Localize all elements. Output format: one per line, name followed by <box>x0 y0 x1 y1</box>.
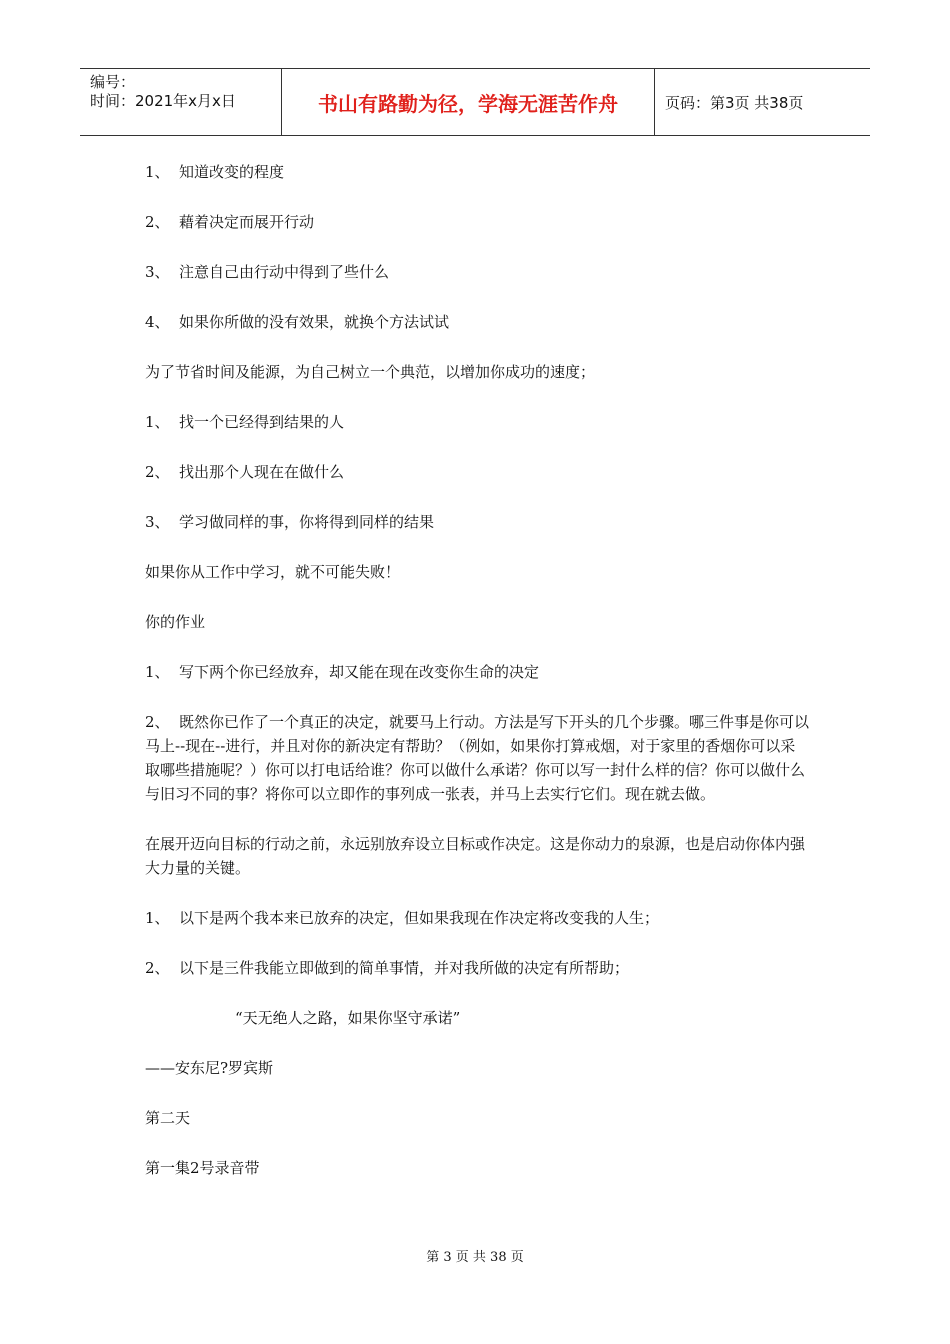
paragraph <box>145 906 810 930</box>
paragraph <box>145 510 810 534</box>
section-heading: 你的作业 <box>145 613 206 631</box>
list-number: 1、 <box>145 909 170 927</box>
list-number: 1、 <box>145 163 170 181</box>
paragraph <box>145 260 810 284</box>
document-body <box>145 160 810 1206</box>
list-number: 3、 <box>145 513 170 531</box>
paragraph-text: 藉着决定而展开行动 <box>179 213 315 231</box>
paragraph: 在展开迈向目标的行动之前，永远别放弃设立目标或作决定。这是你动力的泉源，也是启动你体内强大力量的关键。 <box>145 835 806 877</box>
paragraph-text: 注意自己由行动中得到了些什么 <box>179 263 390 281</box>
header-motto-cell <box>282 69 655 135</box>
paragraph-text: 以下是两个我本来已放弃的决定，但如果我现在作决定将改变我的人生； <box>179 909 660 927</box>
list-number: 2、 <box>145 959 170 977</box>
list-number: 2、 <box>145 213 170 231</box>
header-page-info: 页码：第3页 共38页 <box>665 93 804 112</box>
list-number: 1、 <box>145 663 170 681</box>
day-heading: 第二天 <box>145 1109 191 1127</box>
page-header <box>80 68 870 136</box>
paragraph-text: 学习做同样的事，你将得到同样的结果 <box>179 513 435 531</box>
paragraph-text: 如果你所做的没有效果，就换个方法试试 <box>179 313 450 331</box>
paragraph-text: 知道改变的程度 <box>179 163 285 181</box>
paragraph <box>145 710 810 806</box>
code-label: 编号： <box>90 73 136 91</box>
list-number: 3、 <box>145 263 170 281</box>
paragraph <box>145 310 810 334</box>
quote: “天无绝人之路，如果你坚守承诺” <box>235 1009 461 1027</box>
paragraph <box>145 660 810 684</box>
list-number: 2、 <box>145 713 170 731</box>
paragraph: 如果你从工作中学习，就不可能失败！ <box>145 563 401 581</box>
attribution: ——安东尼?罗宾斯 <box>145 1059 274 1077</box>
paragraph-text: 找出那个人现在在做什么 <box>179 463 345 481</box>
paragraph <box>145 160 810 184</box>
paragraph <box>145 956 810 980</box>
paragraph <box>145 460 810 484</box>
paragraph <box>145 410 810 434</box>
list-number: 4、 <box>145 313 170 331</box>
list-number: 1、 <box>145 413 170 431</box>
paragraph-text: 写下两个你已经放弃，却又能在现在改变你生命的决定 <box>179 663 540 681</box>
paragraph <box>145 210 810 234</box>
paragraph-text: 找一个已经得到结果的人 <box>179 413 345 431</box>
list-number: 2、 <box>145 463 170 481</box>
tape-heading: 第一集2号录音带 <box>145 1159 260 1177</box>
header-motto: 书山有路勤为径，学海无涯苦作舟 <box>318 91 618 116</box>
paragraph: 为了节省时间及能源，为自己树立一个典范，以增加你成功的速度； <box>145 363 596 381</box>
page-footer: 第 3 页 共 38 页 <box>426 1250 524 1265</box>
date-line: 时间：2021年x月x日 <box>90 92 236 110</box>
paragraph-text: 既然你已作了一个真正的决定，就要马上行动。方法是写下开头的几个步骤。哪三件事是你可以马上--现在--进行，并且对你的新决定有帮助？（例如，如果你打算戒烟，对于家里的香烟你可以采取哪些措施呢？）你可以打电话给谁？你可以做什么承诺？你可以写一封什么样的信？你可以做什么与旧习不同的事？将你可以立即作的事列成一张表，并马上去实行它们。现在就去做。 <box>145 713 810 803</box>
header-meta <box>80 69 282 135</box>
paragraph-text: 以下是三件我能立即做到的简单事情，并对我所做的决定有所帮助； <box>179 959 630 977</box>
